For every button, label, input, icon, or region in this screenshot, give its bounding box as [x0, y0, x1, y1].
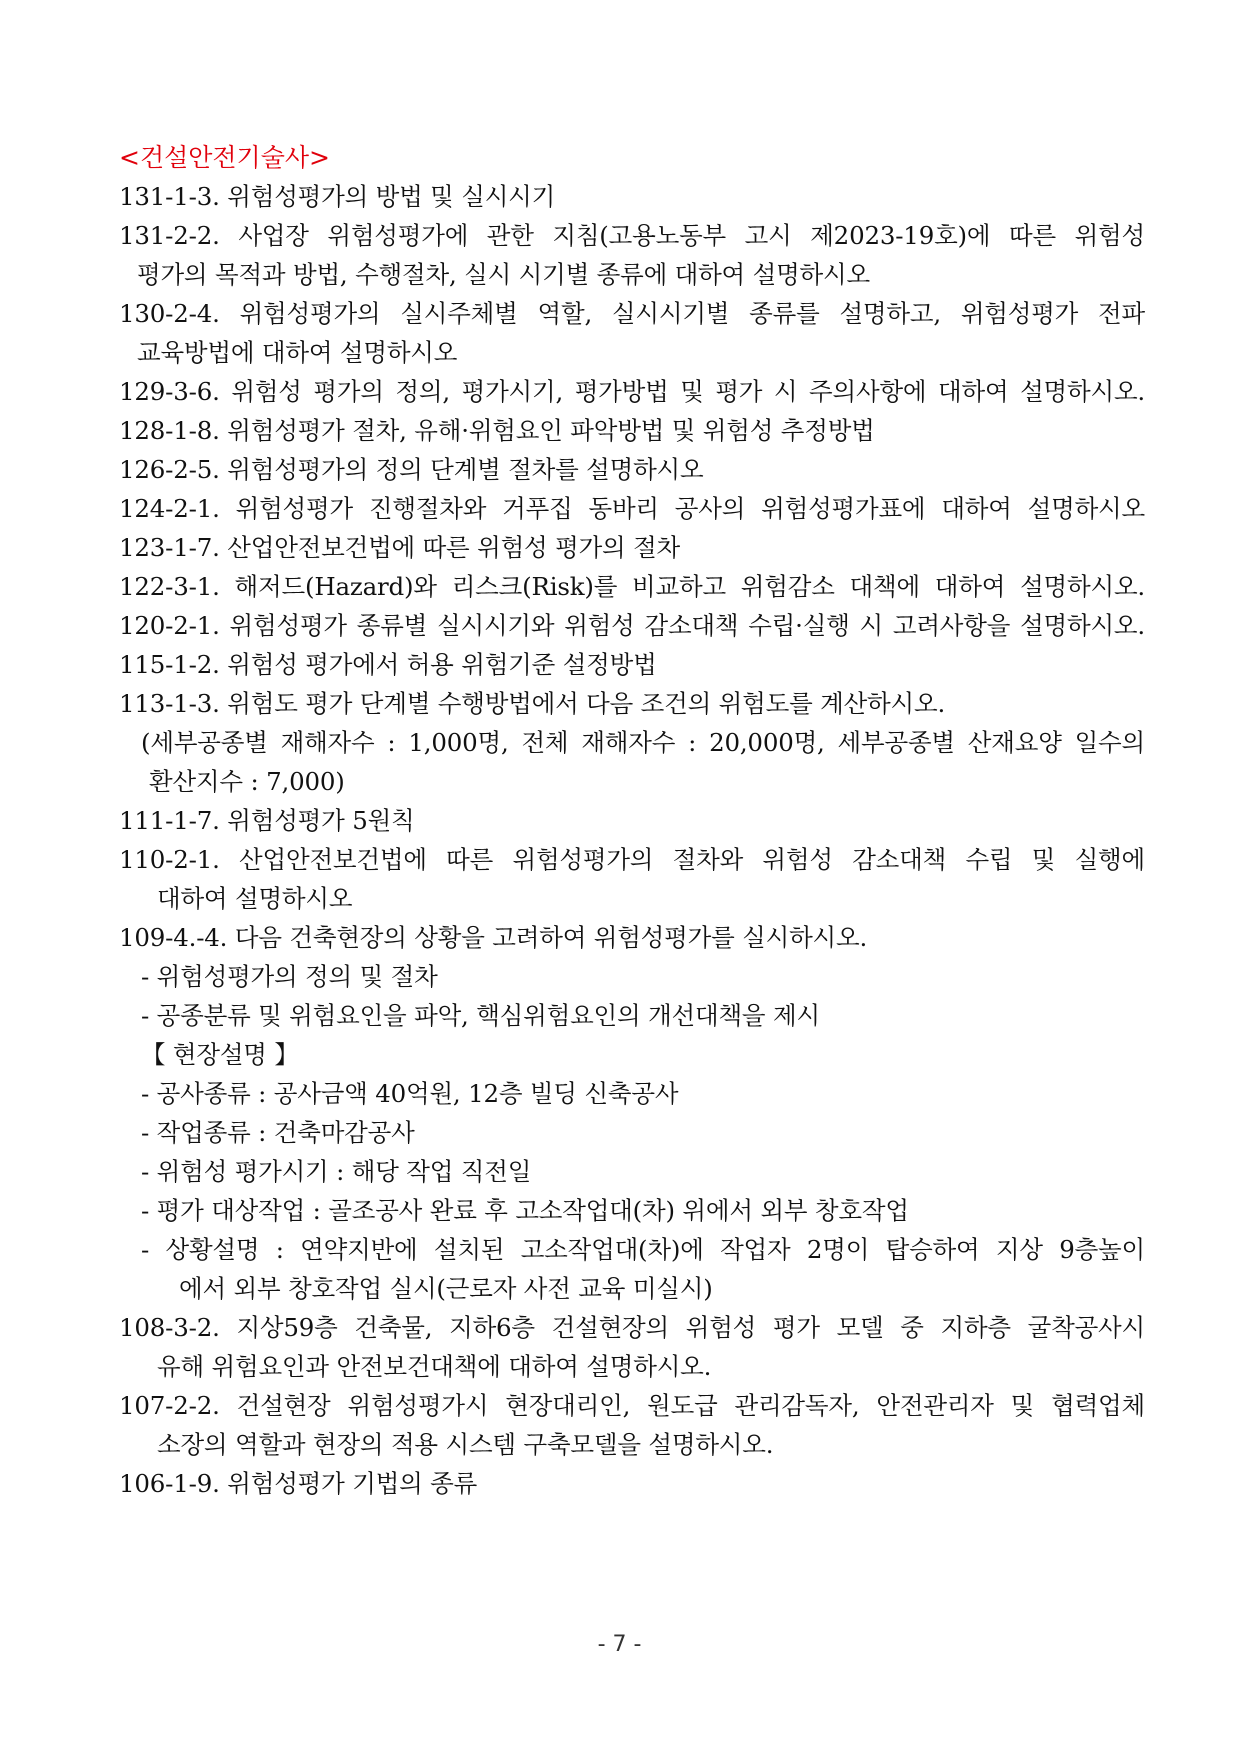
question-115-1-2: 115-1-2. 위험성 평가에서 허용 위험기준 설정방법: [119, 650, 657, 679]
question-130-2-4: 130-2-4. 위험성평가의 실시주체별 역할, 실시시기별 종류를 설명하고, 위험성평가 전파: [119, 299, 1145, 328]
question-122-3-1: 122-3-1. 해저드(Hazard)와 리스크(Risk)를 비교하고 위험감소 대책에 대하여 설명하시오.: [119, 572, 1145, 601]
question-120-2-1: 120-2-1. 위험성평가 종류별 실시시기와 위험성 감소대책 수립·실행 시 고려사항을 설명하시오.: [119, 611, 1145, 640]
question-131-2-2-continued: 평가의 목적과 방법, 수행절차, 실시 시기별 종류에 대하여 설명하시오: [137, 260, 870, 289]
question-113-1-3-conditions: (세부공종별 재해자수 : 1,000명, 전체 재해자수 : 20,000명, 세부공종별 산재요양 일수의: [141, 728, 1145, 757]
question-110-2-1: 110-2-1. 산업안전보건법에 따른 위험성평가의 절차와 위험성 감소대책 수립 및 실행에: [119, 845, 1145, 874]
site-description-heading: 【 현장설명 】: [141, 1040, 299, 1069]
question-109-subitem: - 위험성평가의 정의 및 절차: [141, 962, 438, 991]
site-description-item: - 상황설명 : 연약지반에 설치된 고소작업대(차)에 작업자 2명이 탑승하여 지상 9층높이: [141, 1235, 1145, 1264]
document-body: [119, 138, 1145, 1503]
site-description-item: - 공사종류 : 공사금액 40억원, 12층 빌딩 신축공사: [141, 1079, 679, 1108]
question-106-1-9: 106-1-9. 위험성평가 기법의 종류: [119, 1469, 478, 1498]
question-108-3-2-continued: 유해 위험요인과 안전보건대책에 대하여 설명하시오.: [157, 1352, 712, 1381]
question-123-1-7: 123-1-7. 산업안전보건법에 따른 위험성 평가의 절차: [119, 533, 681, 562]
question-130-2-4-continued: 교육방법에 대하여 설명하시오: [137, 338, 458, 367]
question-109-subitem: - 공종분류 및 위험요인을 파악, 핵심위험요인의 개선대책을 제시: [141, 1001, 820, 1030]
site-description-item: - 작업종류 : 건축마감공사: [141, 1118, 415, 1147]
question-108-3-2: 108-3-2. 지상59층 건축물, 지하6층 건설현장의 위험성 평가 모델 중 지하층 굴착공사시: [119, 1313, 1145, 1342]
question-126-2-5: 126-2-5. 위험성평가의 정의 단계별 절차를 설명하시오: [119, 455, 704, 484]
question-111-1-7: 111-1-7. 위험성평가 5원칙: [119, 806, 415, 835]
question-128-1-8: 128-1-8. 위험성평가 절차, 유해·위험요인 파악방법 및 위험성 추정방법: [119, 416, 875, 445]
question-129-3-6: 129-3-6. 위험성 평가의 정의, 평가시기, 평가방법 및 평가 시 주의사항에 대하여 설명하시오.: [119, 377, 1145, 406]
question-131-2-2: 131-2-2. 사업장 위험성평가에 관한 지침(고용노동부 고시 제2023-19호)에 따른 위험성: [119, 221, 1145, 250]
question-107-2-2-continued: 소장의 역할과 현장의 적용 시스템 구축모델을 설명하시오.: [157, 1430, 774, 1459]
question-107-2-2: 107-2-2. 건설현장 위험성평가시 현장대리인, 원도급 관리감독자, 안전관리자 및 협력업체: [119, 1391, 1145, 1420]
question-131-1-3: 131-1-3. 위험성평가의 방법 및 실시시기: [119, 182, 556, 211]
site-description-item: - 위험성 평가시기 : 해당 작업 직전일: [141, 1157, 532, 1186]
question-124-2-1: 124-2-1. 위험성평가 진행절차와 거푸집 동바리 공사의 위험성평가표에 대하여 설명하시오: [119, 494, 1145, 523]
section-title: <건설안전기술사>: [119, 143, 330, 172]
site-description-item: - 평가 대상작업 : 골조공사 완료 후 고소작업대(차) 위에서 외부 창호작업: [141, 1196, 909, 1225]
question-110-2-1-continued: 대하여 설명하시오: [157, 884, 353, 913]
question-113-1-3-conditions-continued: 환산지수 : 7,000): [149, 767, 345, 796]
question-113-1-3: 113-1-3. 위험도 평가 단계별 수행방법에서 다음 조건의 위험도를 계산하시오.: [119, 689, 946, 718]
site-description-item-continued: 에서 외부 창호작업 실시(근로자 사전 교육 미실시): [179, 1274, 713, 1303]
page-number: - 7 -: [597, 1632, 642, 1657]
question-109-4-4: 109-4.-4. 다음 건축현장의 상황을 고려하여 위험성평가를 실시하시오.: [119, 923, 868, 952]
